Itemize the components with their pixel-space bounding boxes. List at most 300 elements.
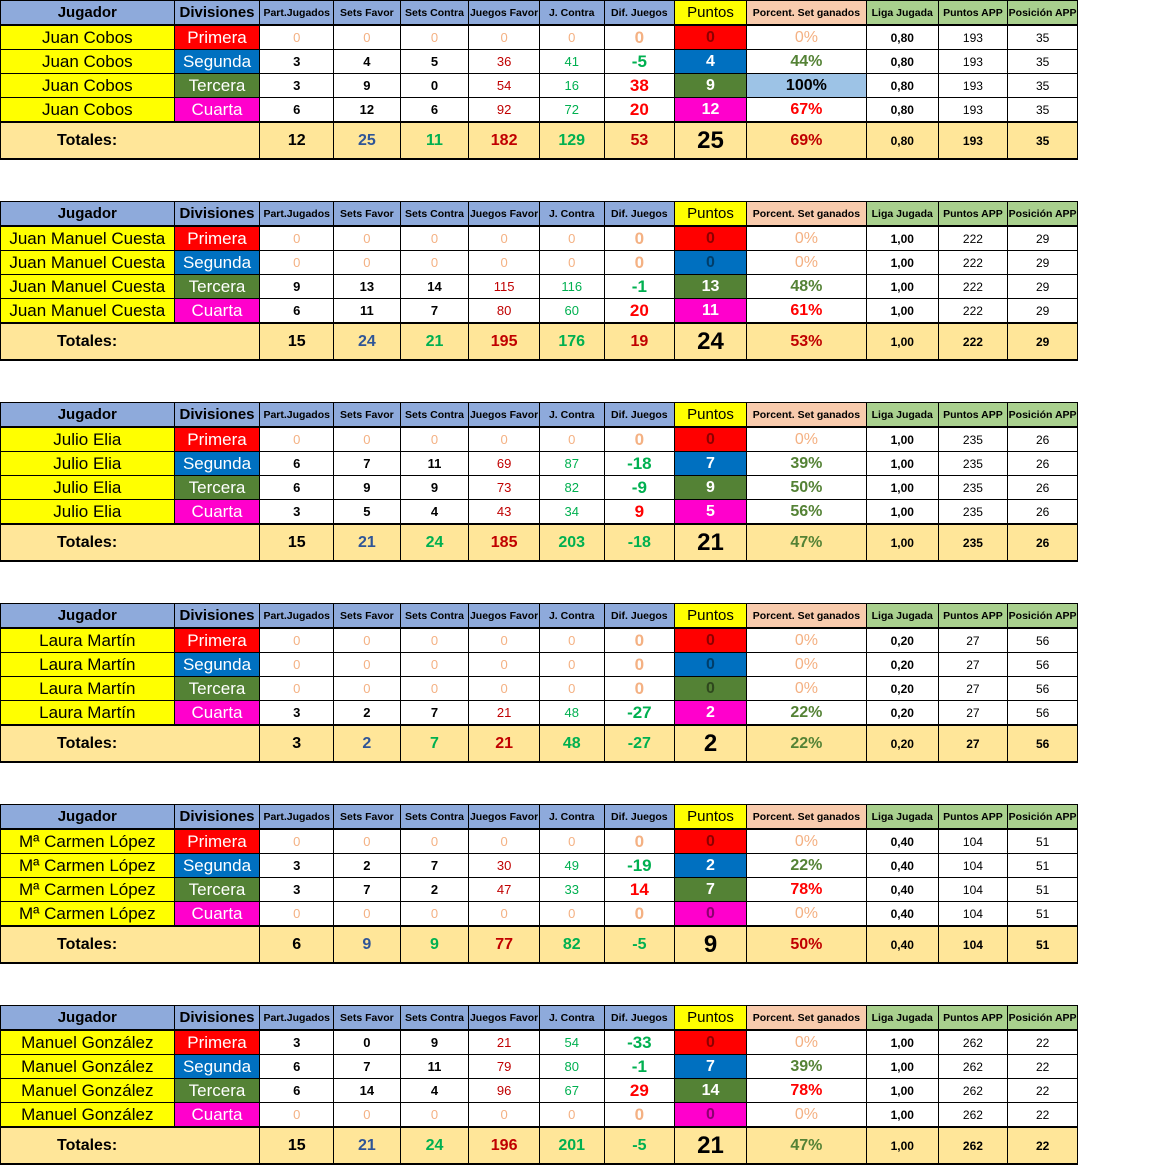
total-dif-juegos: 19	[604, 323, 675, 360]
part-jugados: 6	[260, 1079, 334, 1103]
header-liga-jugada: Liga Jugada	[866, 202, 938, 227]
posicion-app: 51	[1008, 878, 1078, 902]
puntos-cell: 0	[675, 25, 747, 50]
dif-juegos: -18	[604, 452, 675, 476]
juegos-favor: 30	[469, 854, 540, 878]
sets-contra: 0	[400, 677, 469, 701]
juegos-favor: 69	[469, 452, 540, 476]
header-puntos-app: Puntos APP	[938, 805, 1008, 830]
total-liga-jugada: 1,00	[866, 1127, 938, 1164]
part-jugados: 3	[260, 1030, 334, 1055]
player-block	[0, 201, 1078, 361]
header-part-jugados: Part.Jugados	[260, 604, 334, 629]
player-name: Julio Elia	[1, 427, 175, 452]
header-liga-jugada: Liga Jugada	[866, 604, 938, 629]
division-cell: Cuarta	[174, 500, 260, 525]
sets-contra: 0	[400, 226, 469, 251]
division-cell: Segunda	[174, 251, 260, 275]
puntos-cell: 4	[675, 50, 747, 74]
juegos-favor: 79	[469, 1055, 540, 1079]
liga-jugada: 1,00	[866, 1103, 938, 1128]
totals-row	[1, 926, 1078, 963]
puntos-app: 262	[938, 1103, 1008, 1128]
division-cell: Tercera	[174, 74, 260, 98]
dif-juegos: 14	[604, 878, 675, 902]
total-porcent: 22%	[746, 725, 866, 762]
dif-juegos: 0	[604, 628, 675, 653]
puntos-app: 27	[938, 701, 1008, 726]
total-part-jugados: 3	[260, 725, 334, 762]
j-contra: 60	[539, 299, 604, 324]
puntos-cell: 2	[675, 701, 747, 726]
dif-juegos: -1	[604, 1055, 675, 1079]
header-row	[1, 1006, 1078, 1031]
puntos-cell: 5	[675, 500, 747, 525]
part-jugados: 3	[260, 701, 334, 726]
total-dif-juegos: -5	[604, 926, 675, 963]
liga-jugada: 1,00	[866, 275, 938, 299]
puntos-cell: 0	[675, 427, 747, 452]
j-contra: 49	[539, 854, 604, 878]
total-puntos: 24	[675, 323, 747, 360]
porcent-cell: 0%	[746, 427, 866, 452]
division-cell: Tercera	[174, 1079, 260, 1103]
porcent-cell: 0%	[746, 226, 866, 251]
total-porcent: 47%	[746, 1127, 866, 1164]
header-divisiones: Divisiones	[174, 805, 260, 830]
header-j-contra: J. Contra	[539, 604, 604, 629]
puntos-app: 27	[938, 653, 1008, 677]
header-sets-contra: Sets Contra	[400, 403, 469, 428]
header-puntos-app: Puntos APP	[938, 1, 1008, 26]
header-sets-contra: Sets Contra	[400, 202, 469, 227]
total-j-contra: 129	[539, 122, 604, 159]
header-j-contra: J. Contra	[539, 1, 604, 26]
liga-jugada: 0,40	[866, 878, 938, 902]
porcent-cell: 0%	[746, 829, 866, 854]
totales-label: Totales:	[1, 926, 260, 963]
posicion-app: 29	[1008, 299, 1078, 324]
total-j-contra: 48	[539, 725, 604, 762]
j-contra: 54	[539, 1030, 604, 1055]
part-jugados: 6	[260, 476, 334, 500]
header-porcent-set-ganados: Porcent. Set ganados	[746, 202, 866, 227]
liga-jugada: 0,80	[866, 50, 938, 74]
part-jugados: 0	[260, 251, 334, 275]
juegos-favor: 0	[469, 902, 540, 927]
table-row	[1, 677, 1078, 701]
sets-contra: 0	[400, 74, 469, 98]
puntos-cell: 0	[675, 226, 747, 251]
posicion-app: 26	[1008, 476, 1078, 500]
total-posicion-app: 35	[1008, 122, 1078, 159]
header-row	[1, 1, 1078, 26]
player-name: Juan Manuel Cuesta	[1, 226, 175, 251]
posicion-app: 56	[1008, 701, 1078, 726]
porcent-cell: 22%	[746, 854, 866, 878]
juegos-favor: 36	[469, 50, 540, 74]
puntos-app: 27	[938, 628, 1008, 653]
total-part-jugados: 6	[260, 926, 334, 963]
total-sets-favor: 24	[334, 323, 401, 360]
porcent-cell: 56%	[746, 500, 866, 525]
division-cell: Tercera	[174, 878, 260, 902]
header-puntos: Puntos	[675, 604, 747, 629]
puntos-app: 262	[938, 1030, 1008, 1055]
j-contra: 0	[539, 902, 604, 927]
header-divisiones: Divisiones	[174, 403, 260, 428]
sets-contra: 5	[400, 50, 469, 74]
sets-favor: 0	[334, 653, 401, 677]
dif-juegos: 9	[604, 500, 675, 525]
porcent-cell: 0%	[746, 1103, 866, 1128]
liga-jugada: 1,00	[866, 1055, 938, 1079]
sets-favor: 12	[334, 98, 401, 123]
header-puntos: Puntos	[675, 403, 747, 428]
division-cell: Cuarta	[174, 701, 260, 726]
division-cell: Segunda	[174, 1055, 260, 1079]
total-juegos-favor: 21	[469, 725, 540, 762]
player-block	[0, 402, 1078, 562]
total-posicion-app: 51	[1008, 926, 1078, 963]
total-dif-juegos: -18	[604, 524, 675, 561]
header-jugador: Jugador	[1, 403, 175, 428]
header-dif-juegos: Dif. Juegos	[604, 1, 675, 26]
table-row	[1, 1079, 1078, 1103]
part-jugados: 0	[260, 25, 334, 50]
porcent-cell: 0%	[746, 251, 866, 275]
table-row	[1, 500, 1078, 525]
header-puntos: Puntos	[675, 1, 747, 26]
division-cell: Primera	[174, 1030, 260, 1055]
header-sets-favor: Sets Favor	[334, 1006, 401, 1031]
posicion-app: 35	[1008, 25, 1078, 50]
header-porcent-set-ganados: Porcent. Set ganados	[746, 604, 866, 629]
part-jugados: 6	[260, 452, 334, 476]
puntos-cell: 7	[675, 1055, 747, 1079]
part-jugados: 0	[260, 677, 334, 701]
table-row	[1, 628, 1078, 653]
part-jugados: 0	[260, 628, 334, 653]
total-porcent: 53%	[746, 323, 866, 360]
table-row	[1, 1030, 1078, 1055]
puntos-cell: 0	[675, 829, 747, 854]
total-porcent: 47%	[746, 524, 866, 561]
liga-jugada: 1,00	[866, 299, 938, 324]
posicion-app: 56	[1008, 653, 1078, 677]
table-row	[1, 275, 1078, 299]
puntos-app: 262	[938, 1055, 1008, 1079]
player-name: Manuel González	[1, 1030, 175, 1055]
j-contra: 16	[539, 74, 604, 98]
header-juegos-favor: Juegos Favor	[469, 202, 540, 227]
header-j-contra: J. Contra	[539, 403, 604, 428]
header-sets-favor: Sets Favor	[334, 805, 401, 830]
part-jugados: 0	[260, 653, 334, 677]
header-divisiones: Divisiones	[174, 604, 260, 629]
player-stats-table	[0, 402, 1078, 562]
puntos-cell: 12	[675, 98, 747, 123]
table-row	[1, 25, 1078, 50]
sets-contra: 0	[400, 251, 469, 275]
total-juegos-favor: 196	[469, 1127, 540, 1164]
j-contra: 0	[539, 1103, 604, 1128]
sets-contra: 2	[400, 878, 469, 902]
header-puntos-app: Puntos APP	[938, 202, 1008, 227]
header-part-jugados: Part.Jugados	[260, 202, 334, 227]
player-stats-table	[0, 603, 1078, 763]
puntos-app: 104	[938, 829, 1008, 854]
header-j-contra: J. Contra	[539, 202, 604, 227]
player-stats-table	[0, 1005, 1078, 1165]
part-jugados: 6	[260, 1055, 334, 1079]
total-juegos-favor: 195	[469, 323, 540, 360]
posicion-app: 51	[1008, 902, 1078, 927]
j-contra: 34	[539, 500, 604, 525]
porcent-cell: 61%	[746, 299, 866, 324]
division-cell: Tercera	[174, 476, 260, 500]
puntos-app: 222	[938, 251, 1008, 275]
puntos-cell: 0	[675, 902, 747, 927]
total-sets-favor: 25	[334, 122, 401, 159]
totals-row	[1, 524, 1078, 561]
j-contra: 33	[539, 878, 604, 902]
total-j-contra: 203	[539, 524, 604, 561]
total-juegos-favor: 185	[469, 524, 540, 561]
liga-jugada: 1,00	[866, 476, 938, 500]
sets-contra: 0	[400, 25, 469, 50]
header-juegos-favor: Juegos Favor	[469, 805, 540, 830]
puntos-app: 222	[938, 275, 1008, 299]
total-puntos: 2	[675, 725, 747, 762]
division-cell: Primera	[174, 829, 260, 854]
sets-contra: 7	[400, 701, 469, 726]
player-name: Mª Carmen López	[1, 902, 175, 927]
sets-contra: 0	[400, 1103, 469, 1128]
total-sets-contra: 24	[400, 524, 469, 561]
j-contra: 67	[539, 1079, 604, 1103]
liga-jugada: 1,00	[866, 1030, 938, 1055]
sets-favor: 5	[334, 500, 401, 525]
j-contra: 87	[539, 452, 604, 476]
division-cell: Tercera	[174, 275, 260, 299]
puntos-app: 27	[938, 677, 1008, 701]
total-puntos: 25	[675, 122, 747, 159]
total-j-contra: 82	[539, 926, 604, 963]
total-sets-favor: 9	[334, 926, 401, 963]
j-contra: 0	[539, 628, 604, 653]
header-liga-jugada: Liga Jugada	[866, 403, 938, 428]
header-puntos-app: Puntos APP	[938, 604, 1008, 629]
header-jugador: Jugador	[1, 202, 175, 227]
juegos-favor: 47	[469, 878, 540, 902]
juegos-favor: 96	[469, 1079, 540, 1103]
puntos-app: 193	[938, 74, 1008, 98]
puntos-app: 193	[938, 25, 1008, 50]
table-row	[1, 878, 1078, 902]
totales-label: Totales:	[1, 524, 260, 561]
player-name: Juan Cobos	[1, 25, 175, 50]
player-stats-table	[0, 201, 1078, 361]
j-contra: 0	[539, 25, 604, 50]
j-contra: 80	[539, 1055, 604, 1079]
total-posicion-app: 26	[1008, 524, 1078, 561]
header-row	[1, 403, 1078, 428]
total-part-jugados: 15	[260, 524, 334, 561]
totals-row	[1, 725, 1078, 762]
player-name: Juan Manuel Cuesta	[1, 275, 175, 299]
liga-jugada: 1,00	[866, 251, 938, 275]
player-name: Laura Martín	[1, 628, 175, 653]
liga-jugada: 0,20	[866, 628, 938, 653]
header-jugador: Jugador	[1, 1, 175, 26]
header-sets-contra: Sets Contra	[400, 1006, 469, 1031]
header-part-jugados: Part.Jugados	[260, 403, 334, 428]
j-contra: 0	[539, 427, 604, 452]
total-j-contra: 201	[539, 1127, 604, 1164]
player-name: Juan Cobos	[1, 98, 175, 123]
j-contra: 0	[539, 251, 604, 275]
player-name: Mª Carmen López	[1, 829, 175, 854]
header-dif-juegos: Dif. Juegos	[604, 604, 675, 629]
posicion-app: 22	[1008, 1103, 1078, 1128]
porcent-cell: 0%	[746, 902, 866, 927]
header-sets-favor: Sets Favor	[334, 1, 401, 26]
liga-jugada: 0,40	[866, 902, 938, 927]
header-posicion-app: Posición APP	[1008, 403, 1078, 428]
division-cell: Segunda	[174, 653, 260, 677]
player-name: Julio Elia	[1, 476, 175, 500]
total-posicion-app: 29	[1008, 323, 1078, 360]
juegos-favor: 21	[469, 701, 540, 726]
j-contra: 0	[539, 226, 604, 251]
j-contra: 82	[539, 476, 604, 500]
sets-favor: 0	[334, 427, 401, 452]
puntos-app: 193	[938, 98, 1008, 123]
porcent-cell: 22%	[746, 701, 866, 726]
player-block	[0, 804, 1078, 964]
sets-contra: 0	[400, 427, 469, 452]
division-cell: Primera	[174, 628, 260, 653]
total-puntos-app: 222	[938, 323, 1008, 360]
part-jugados: 3	[260, 50, 334, 74]
sets-favor: 2	[334, 701, 401, 726]
header-posicion-app: Posición APP	[1008, 1, 1078, 26]
puntos-cell: 0	[675, 653, 747, 677]
table-row	[1, 829, 1078, 854]
sets-contra: 0	[400, 653, 469, 677]
sets-favor: 7	[334, 1055, 401, 1079]
totals-row	[1, 122, 1078, 159]
header-j-contra: J. Contra	[539, 1006, 604, 1031]
part-jugados: 6	[260, 299, 334, 324]
player-name: Manuel González	[1, 1079, 175, 1103]
part-jugados: 3	[260, 878, 334, 902]
posicion-app: 29	[1008, 251, 1078, 275]
total-posicion-app: 22	[1008, 1127, 1078, 1164]
sets-favor: 0	[334, 25, 401, 50]
part-jugados: 3	[260, 854, 334, 878]
sets-contra: 9	[400, 1030, 469, 1055]
juegos-favor: 0	[469, 677, 540, 701]
sets-contra: 6	[400, 98, 469, 123]
header-dif-juegos: Dif. Juegos	[604, 403, 675, 428]
header-divisiones: Divisiones	[174, 202, 260, 227]
header-sets-contra: Sets Contra	[400, 604, 469, 629]
dif-juegos: -9	[604, 476, 675, 500]
player-stats-table	[0, 0, 1078, 160]
total-dif-juegos: -27	[604, 725, 675, 762]
total-sets-contra: 24	[400, 1127, 469, 1164]
division-cell: Primera	[174, 25, 260, 50]
j-contra: 72	[539, 98, 604, 123]
puntos-cell: 0	[675, 677, 747, 701]
liga-jugada: 1,00	[866, 500, 938, 525]
j-contra: 116	[539, 275, 604, 299]
division-cell: Cuarta	[174, 98, 260, 123]
sets-contra: 0	[400, 902, 469, 927]
puntos-app: 235	[938, 452, 1008, 476]
sets-favor: 13	[334, 275, 401, 299]
juegos-favor: 0	[469, 1103, 540, 1128]
puntos-cell: 0	[675, 1103, 747, 1128]
totales-label: Totales:	[1, 323, 260, 360]
posicion-app: 29	[1008, 275, 1078, 299]
liga-jugada: 0,80	[866, 74, 938, 98]
header-puntos: Puntos	[675, 1006, 747, 1031]
juegos-favor: 54	[469, 74, 540, 98]
j-contra: 48	[539, 701, 604, 726]
puntos-app: 235	[938, 476, 1008, 500]
posicion-app: 22	[1008, 1055, 1078, 1079]
puntos-app: 235	[938, 500, 1008, 525]
juegos-favor: 80	[469, 299, 540, 324]
juegos-favor: 0	[469, 226, 540, 251]
table-row	[1, 299, 1078, 324]
header-liga-jugada: Liga Jugada	[866, 1006, 938, 1031]
juegos-favor: 0	[469, 829, 540, 854]
sets-contra: 11	[400, 452, 469, 476]
juegos-favor: 0	[469, 628, 540, 653]
table-row	[1, 251, 1078, 275]
liga-jugada: 0,80	[866, 25, 938, 50]
dif-juegos: -5	[604, 50, 675, 74]
puntos-app: 262	[938, 1079, 1008, 1103]
posicion-app: 51	[1008, 854, 1078, 878]
table-row	[1, 50, 1078, 74]
sets-contra: 0	[400, 829, 469, 854]
player-name: Julio Elia	[1, 500, 175, 525]
puntos-cell: 13	[675, 275, 747, 299]
total-puntos: 21	[675, 524, 747, 561]
posicion-app: 51	[1008, 829, 1078, 854]
header-porcent-set-ganados: Porcent. Set ganados	[746, 403, 866, 428]
total-dif-juegos: -5	[604, 1127, 675, 1164]
part-jugados: 3	[260, 500, 334, 525]
puntos-cell: 9	[675, 476, 747, 500]
header-sets-favor: Sets Favor	[334, 202, 401, 227]
total-juegos-favor: 77	[469, 926, 540, 963]
header-puntos-app: Puntos APP	[938, 1006, 1008, 1031]
puntos-app: 104	[938, 878, 1008, 902]
porcent-cell: 0%	[746, 653, 866, 677]
liga-jugada: 1,00	[866, 226, 938, 251]
j-contra: 0	[539, 829, 604, 854]
sets-contra: 0	[400, 628, 469, 653]
posicion-app: 29	[1008, 226, 1078, 251]
puntos-app: 222	[938, 226, 1008, 251]
porcent-cell: 39%	[746, 452, 866, 476]
